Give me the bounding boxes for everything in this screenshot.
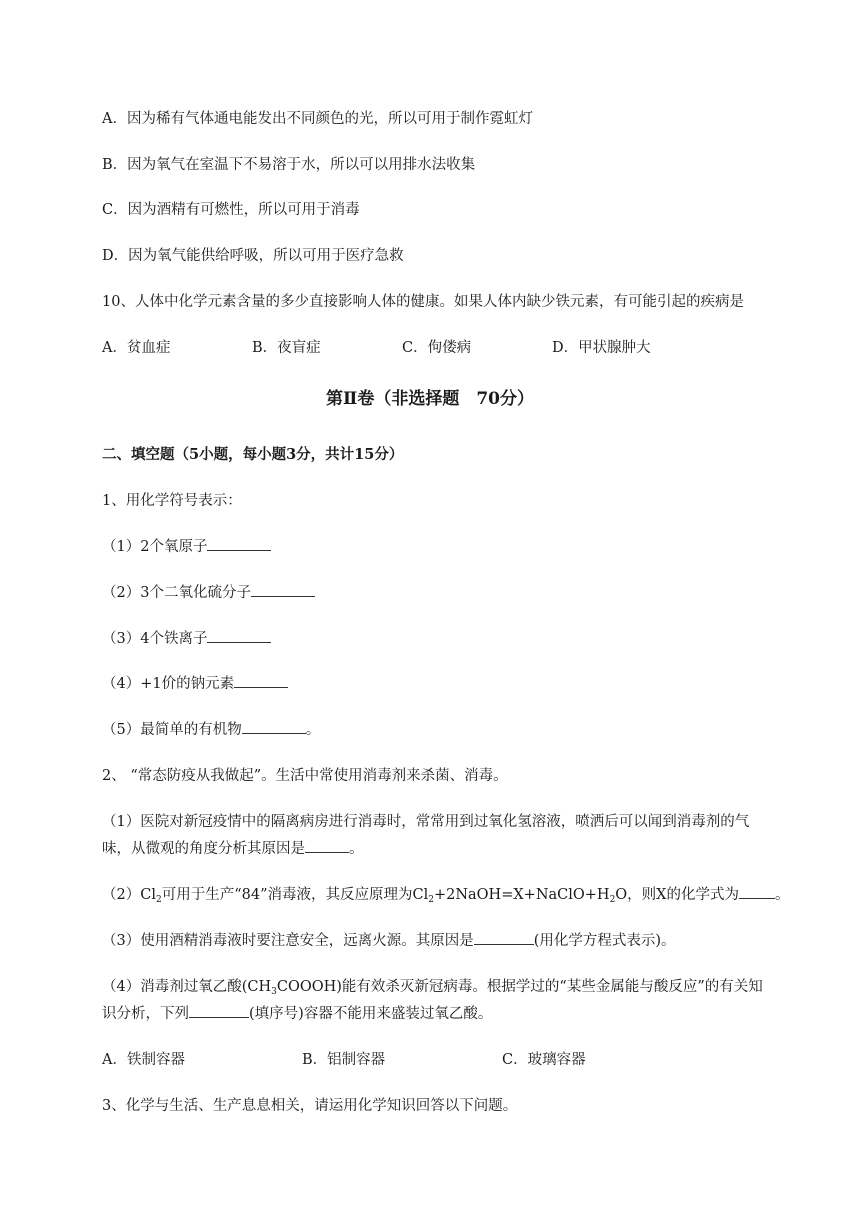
fill-q1-item-2-text: （2）3个二氧化硫分子 <box>102 585 251 601</box>
q9-option-d: D．因为氧气能供给呼吸，所以可用于医疗急救 <box>102 248 404 264</box>
text-segment: 识分析，下列 <box>102 1006 189 1022</box>
text-segment: +2NaOH=X+NaClO+H <box>433 887 610 903</box>
fill-q2-item-1-text: 味，从微观的角度分析其原因是 <box>102 841 305 857</box>
answer-blank[interactable] <box>251 582 315 597</box>
subscript: 2 <box>155 895 162 905</box>
fill-q2-item-2 <box>102 884 790 906</box>
fill-q1-item-1 <box>102 536 271 558</box>
answer-blank[interactable] <box>207 536 271 551</box>
answer-blank[interactable] <box>242 719 306 734</box>
fill-q2-item-1-line-1: （1）医院对新冠疫情中的隔离病房进行消毒时，常常用到过氧化氢溶液，喷洒后可以闻到消毒剂的气 <box>102 814 750 830</box>
period: 。 <box>305 722 321 738</box>
answer-blank[interactable] <box>207 628 271 643</box>
fill-q2-item-1-line-2 <box>102 838 364 860</box>
answer-blank[interactable] <box>305 838 349 853</box>
fill-q2-item-3-text: （3）使用酒精消毒液时要注意安全，远离火源。其原因是 <box>102 933 474 949</box>
q10-option-a: A．贫血症 <box>102 340 171 356</box>
fill-q1-item-4 <box>102 673 288 695</box>
fill-q2-item-3-suffix: (用化学方程式表示)。 <box>533 933 676 949</box>
fill-q1-item-3 <box>102 628 271 650</box>
text-segment: (填序号)容器不能用来盛装过氧乙酸。 <box>249 1006 493 1022</box>
fill-q2-item-3 <box>102 930 676 952</box>
q10-option-d: D．甲状腺肿大 <box>552 340 651 356</box>
fill-question-2: 2、 “常态防疫从我做起”。生活中常使用消毒剂来杀菌、消毒。 <box>102 768 508 784</box>
fill-q2-option-c: C．玻璃容器 <box>502 1052 586 1068</box>
q9-option-c: C．因为酒精有可燃性，所以可用于消毒 <box>102 202 360 218</box>
fill-q1-item-5-text: （5）最简单的有机物 <box>102 722 242 738</box>
fill-q2-item-4-line-1 <box>102 976 763 998</box>
period: 。 <box>349 841 364 857</box>
q10-options <box>102 337 651 359</box>
question-10: 10、人体中化学元素含量的多少直接影响人体的健康。如果人体内缺少铁元素，有可能引起的疾病是 <box>102 294 744 310</box>
q9-option-b: B．因为氧气在室温下不易溶于水，所以可以用排水法收集 <box>102 157 476 173</box>
fill-q1-item-5 <box>102 719 320 741</box>
fill-q2-option-a: A．铁制容器 <box>102 1052 185 1068</box>
fill-question-1: 1、用化学符号表示： <box>102 493 242 509</box>
fill-q2-item-4-line-2 <box>102 1003 492 1025</box>
subscript: 2 <box>609 895 616 905</box>
fill-q1-item-1-text: （1）2个氧原子 <box>102 539 208 555</box>
answer-blank[interactable] <box>739 884 775 899</box>
subscript: 3 <box>271 987 277 997</box>
text-segment: O，则X的化学式为 <box>615 887 740 903</box>
fill-question-3: 3、化学与生活、生产息息相关，请运用化学知识回答以下问题。 <box>102 1098 518 1114</box>
part-2-title: 第Ⅱ卷（非选择题 70分） <box>326 389 534 409</box>
fill-q1-item-3-text: （3）4个铁离子 <box>102 631 208 647</box>
text-segment: （4）消毒剂过氧乙酸(CH <box>102 979 272 995</box>
answer-blank[interactable] <box>234 673 288 688</box>
answer-blank[interactable] <box>474 930 534 945</box>
section-2-heading: 二、填空题（5小题，每小题3分，共计15分） <box>102 446 404 463</box>
fill-q2-options <box>102 1049 586 1071</box>
subscript: 2 <box>428 895 434 905</box>
fill-q1-item-4-text: （4）+1价的钠元素 <box>102 676 235 692</box>
fill-q2-option-b: B．铝制容器 <box>302 1052 386 1068</box>
q10-option-c: C．佝偻病 <box>402 340 472 356</box>
text-segment: 可用于生产“84”消毒液，其反应原理为Cl <box>161 887 429 903</box>
answer-blank[interactable] <box>189 1003 249 1018</box>
q10-option-b: B．夜盲症 <box>252 340 321 356</box>
fill-q1-item-2 <box>102 582 315 604</box>
text-segment: COOOH)能有效杀灭新冠病毒。根据学过的“某些金属能与酸反应”的有关知 <box>276 979 763 995</box>
text-segment: （2）Cl <box>102 887 156 903</box>
q9-option-a: A．因为稀有气体通电能发出不同颜色的光，所以可用于制作霓虹灯 <box>102 111 533 127</box>
period: 。 <box>775 887 790 903</box>
